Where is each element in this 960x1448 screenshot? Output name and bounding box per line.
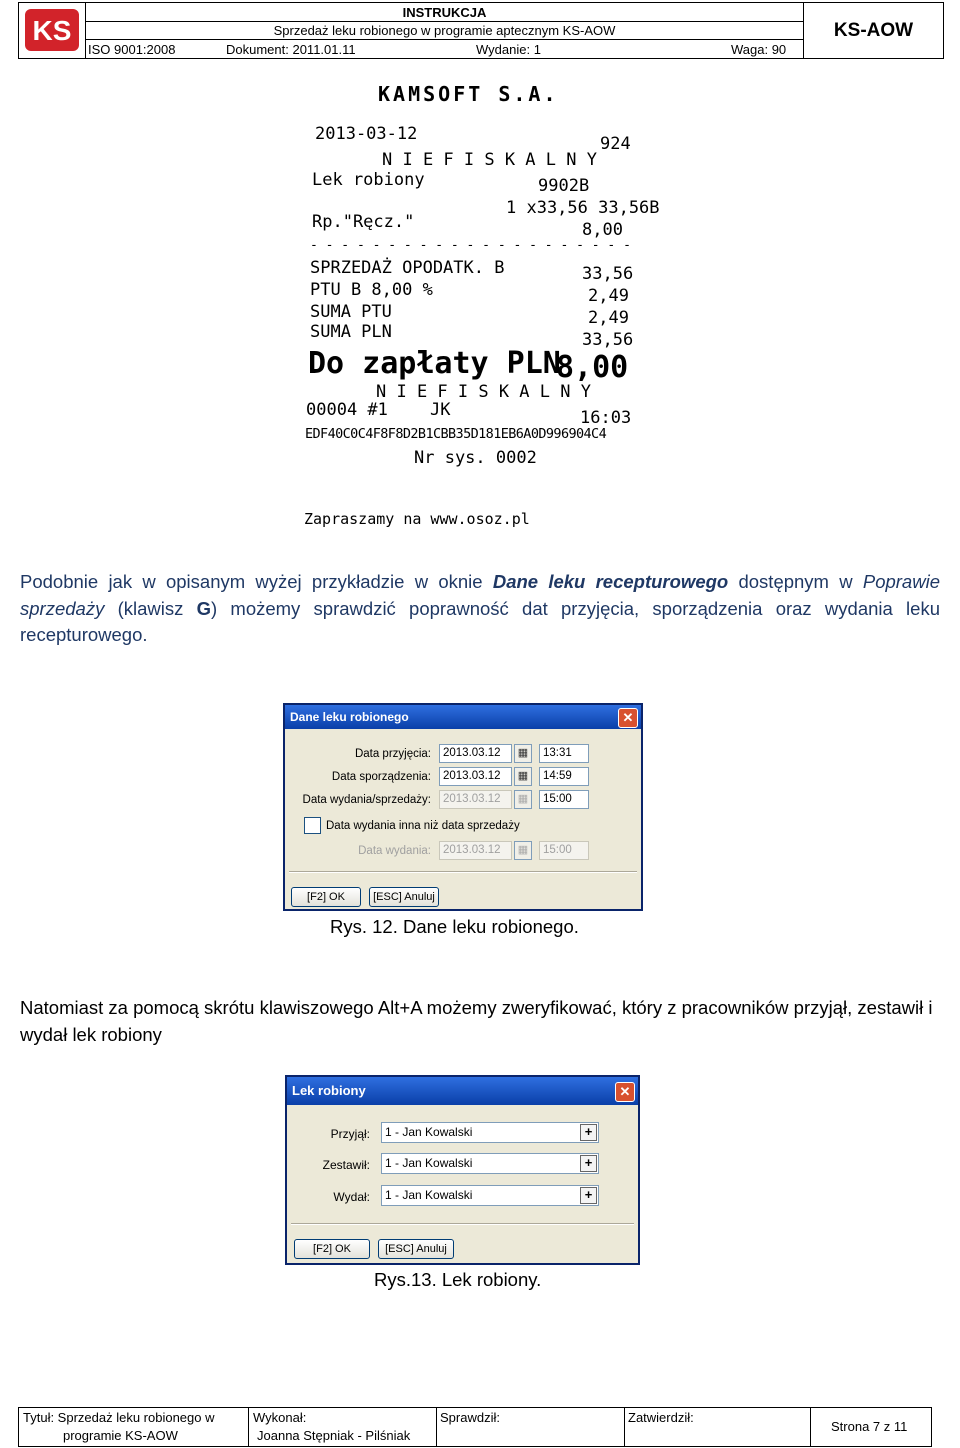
receipt-nonfiscal-top: N I E F I S K A L N Y: [382, 150, 597, 170]
para1-poprawa: Poprawie sprzedaży: [20, 571, 940, 619]
para1-key: G: [196, 597, 211, 619]
svg-text:KS: KS: [32, 15, 72, 46]
calendar-icon: ▦: [514, 841, 532, 860]
footer-wykonal: Wykonał:: [253, 1410, 307, 1425]
receipt-pay-label: Do zapłaty PLN: [308, 346, 561, 381]
header-wydanie: Wydanie: 1: [476, 42, 541, 57]
header-title: INSTRUKCJA: [86, 3, 803, 22]
divider: [289, 871, 637, 873]
time-przyjecia-field[interactable]: 13:31: [539, 744, 589, 763]
para1-text-4: ) możemy sprawdzić poprawność dat przyjęcia, sporządzenia oraz wydania leku recepturowego.: [20, 597, 940, 645]
footer-strona: Strona 7 z 11: [831, 1419, 908, 1434]
para1-text-2: dostępnym w: [728, 571, 863, 592]
receipt-cashier: JK: [430, 400, 451, 420]
receipt-pay-value: 8,00: [556, 350, 629, 385]
time-wydania-field: 15:00: [539, 841, 589, 860]
date-sprzedazy-field: 2013.03.12: [439, 790, 512, 809]
receipt-qty-line: 1 x33,56 33,56B: [506, 198, 660, 218]
receipt-nonfiscal-bottom: N I E F I S K A L N Y: [376, 382, 591, 402]
calendar-icon[interactable]: ▦: [514, 744, 532, 763]
caption-rys-13: Rys.13. Lek robiony.: [374, 1269, 542, 1290]
para1-text-1: Podobnie jak w opisanym wyżej przykładzie w oknie: [20, 571, 493, 592]
receipt-ptu-label: PTU B 8,00 %: [310, 280, 433, 300]
para1-window-name: Dane leku recepturowego: [492, 571, 729, 592]
document-header: [18, 2, 944, 59]
label-przyjal: Przyjął:: [330, 1127, 370, 1141]
label-data-wydania-sprzedazy: Data wydania/sprzedaży:: [302, 794, 431, 806]
close-icon[interactable]: ✕: [615, 1082, 635, 1102]
add-icon[interactable]: +: [580, 1155, 597, 1172]
date-wydania-field: 2013.03.12: [439, 841, 512, 860]
caption-rys-12: Rys. 12. Dane leku robionego.: [330, 916, 579, 937]
receipt-sale-value: 33,56: [582, 264, 634, 284]
receipt-rp-amount: 8,00: [582, 220, 623, 240]
add-icon[interactable]: +: [580, 1124, 597, 1141]
dialog-dane-leku-robionego: [283, 703, 643, 911]
header-iso: ISO 9001:2008: [88, 42, 176, 57]
checkbox-label: Data wydania inna niż data sprzedaży: [326, 820, 520, 832]
add-icon[interactable]: +: [580, 1187, 597, 1204]
label-wydal: Wydał:: [333, 1190, 370, 1204]
ok-button[interactable]: [F2] OK: [294, 1239, 370, 1259]
dialog1-title: Dane leku robionego: [285, 705, 641, 729]
receipt-suma-pln-value: 33,56: [582, 330, 634, 350]
przyjal-field[interactable]: 1 - Jan Kowalski: [381, 1122, 599, 1143]
para1-text-3: (klawisz: [104, 597, 197, 619]
footer-sprawdzil: Sprawdził:: [440, 1410, 500, 1425]
date-sporzadzenia-field[interactable]: 2013.03.12: [439, 767, 512, 786]
label-data-wydania: Data wydania:: [358, 845, 431, 857]
receipt-company: KAMSOFT S.A.: [378, 82, 559, 106]
receipt-item: Lek robiony: [312, 170, 425, 190]
date-przyjecia-field[interactable]: 2013.03.12: [439, 744, 512, 763]
wydal-field[interactable]: 1 - Jan Kowalski: [381, 1185, 599, 1206]
label-data-sporzadzenia: Data sporządzenia:: [331, 771, 431, 783]
label-data-przyjecia: Data przyjęcia:: [354, 748, 431, 760]
cancel-button[interactable]: [ESC] Anuluj: [369, 887, 439, 907]
document-footer: [18, 1407, 932, 1447]
zestawil-field[interactable]: 1 - Jan Kowalski: [381, 1153, 599, 1174]
close-icon[interactable]: ✕: [618, 708, 638, 728]
divider: [291, 1223, 634, 1225]
receipt-number: 924: [600, 134, 631, 154]
receipt-txn: 00004 #1: [306, 400, 388, 420]
receipt-code: 9902B: [538, 176, 590, 196]
label-zestawil: Zestawił:: [322, 1158, 370, 1172]
paragraph-2: Natomiast za pomocą skrótu klawiszowego Alt+A możemy zweryfikować, który z pracowników przyjął, zestawił i wydał lek robiony: [20, 997, 933, 1045]
kamsoft-logo: [19, 3, 86, 58]
cancel-button[interactable]: [ESC] Anuluj: [378, 1239, 454, 1259]
receipt-hash: EDF40C0C4F8F8D2B1CBB35D181EB6A0D996904C4: [305, 426, 607, 442]
ok-button[interactable]: [F2] OK: [291, 887, 361, 907]
receipt-rp: Rp."Ręcz.": [312, 212, 415, 232]
paragraph-1: [20, 569, 940, 649]
receipt-dashes: - - - - - - - - - - - - - - - - - - - - -: [310, 238, 631, 253]
receipt-date: 2013-03-12: [315, 124, 418, 144]
receipt-suma-ptu-label: SUMA PTU: [310, 302, 392, 322]
time-sprzedazy-field[interactable]: 15:00: [539, 790, 589, 809]
receipt-suma-pln-label: SUMA PLN: [310, 322, 392, 342]
calendar-icon: ▦: [514, 790, 532, 809]
header-subtitle: Sprzedaż leku robionego w programie aptecznym KS-AOW: [86, 22, 803, 40]
footer-zatwierdzil: Zatwierdził:: [628, 1410, 694, 1425]
header-waga: Waga: 90: [731, 42, 787, 57]
receipt-sys: Nr sys. 0002: [414, 448, 537, 468]
receipt-time: 16:03: [580, 408, 632, 428]
footer-tytul-2: programie KS-AOW: [63, 1428, 178, 1443]
time-sporzadzenia-field[interactable]: 14:59: [539, 767, 589, 786]
receipt-image: [300, 78, 660, 538]
header-code: KS-AOW: [833, 19, 914, 41]
dialog2-title: Lek robiony: [287, 1077, 638, 1105]
footer-tytul-1: Tytuł: Sprzedaż leku robionego w: [23, 1410, 215, 1425]
header-dokument: Dokument: 2011.01.11: [226, 42, 356, 57]
footer-wykonal-name: Joanna Stępniak - Pilśniak: [257, 1428, 411, 1443]
wydanie-inna-checkbox[interactable]: [304, 817, 321, 834]
receipt-invite: Zapraszamy na www.osoz.pl: [304, 510, 530, 528]
receipt-suma-ptu-value: 2,49: [588, 308, 629, 328]
receipt-sale-label: SPRZEDAŻ OPODATK. B: [310, 258, 505, 278]
receipt-ptu-value: 2,49: [588, 286, 629, 306]
calendar-icon[interactable]: ▦: [514, 767, 532, 786]
dialog-lek-robiony: [285, 1075, 640, 1265]
